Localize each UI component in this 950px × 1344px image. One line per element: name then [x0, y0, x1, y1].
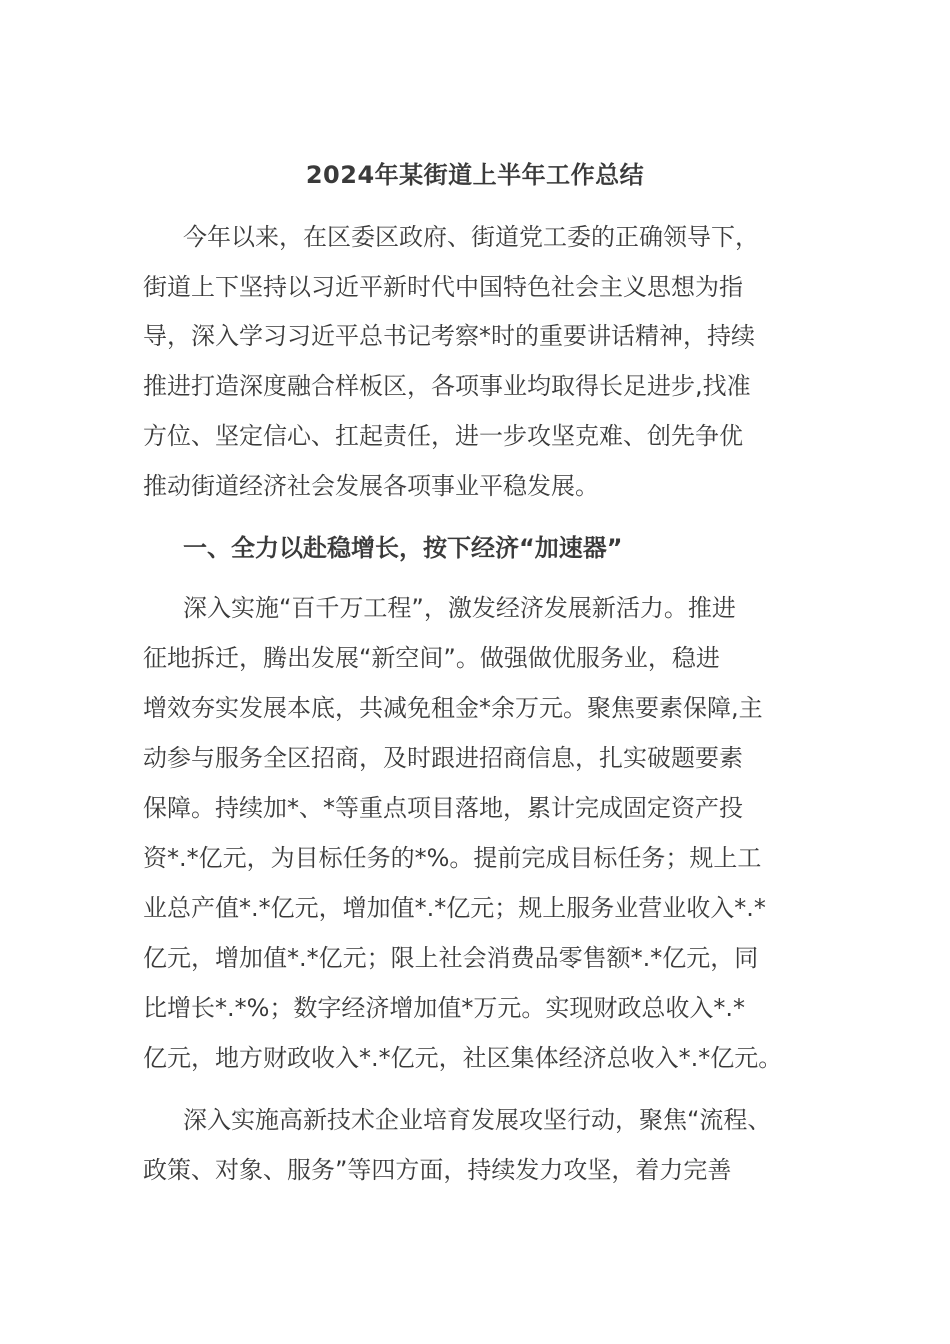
paragraph-line: 政策、对象、服务”等四方面，持续发力攻坚，着力完善: [143, 1156, 732, 1184]
paragraph-line: 保障。持续加*、*等重点项目落地，累计完成固定资产投: [143, 794, 743, 822]
intro-line: 方位、坚定信心、扛起责任，进一步攻坚克难、创先争优: [143, 422, 743, 450]
paragraph-line: 征地拆迁，腾出发展“新空间”。做强做优服务业，稳进: [143, 644, 720, 672]
paragraph-line: 深入实施高新技术企业培育发展攻坚行动，聚焦“流程、: [183, 1106, 772, 1134]
intro-line: 推动街道经济社会发展各项事业平稳发展。: [143, 472, 599, 500]
paragraph-line: 业总产值*.*亿元，增加值*.*亿元；规上服务业营业收入*.*: [143, 894, 766, 922]
intro-line: 今年以来，在区委区政府、街道党工委的正确领导下，: [183, 223, 759, 251]
paragraph-line: 亿元，地方财政收入*.*亿元，社区集体经济总收入*.*亿元。: [143, 1044, 783, 1072]
paragraph-line: 增效夯实发展本底，共减免租金*余万元。聚焦要素保障,主: [143, 694, 763, 722]
intro-line: 推进打造深度融合样板区，各项事业均取得长足进步,找准: [143, 372, 751, 400]
paragraph-line: 深入实施“百千万工程”，激发经济发展新活力。推进: [183, 594, 736, 622]
paragraph-line: 资*.*亿元，为目标任务的*%。提前完成目标任务；规上工: [143, 844, 762, 872]
document-title: 2024年某街道上半年工作总结: [305, 161, 645, 189]
intro-line: 导，深入学习习近平总书记考察*时的重要讲话精神，持续: [143, 322, 755, 350]
paragraph-line: 亿元，增加值*.*亿元；限上社会消费品零售额*.*亿元，同: [143, 944, 759, 972]
intro-line: 街道上下坚持以习近平新时代中国特色社会主义思想为指: [143, 273, 743, 301]
paragraph-line: 动参与服务全区招商，及时跟进招商信息，扎实破题要素: [143, 744, 743, 772]
section-heading: 一、全力以赴稳增长，按下经济“加速器”: [183, 534, 623, 562]
paragraph-line: 比增长*.*%；数字经济增加值*万元。实现财政总收入*.*: [143, 994, 746, 1022]
